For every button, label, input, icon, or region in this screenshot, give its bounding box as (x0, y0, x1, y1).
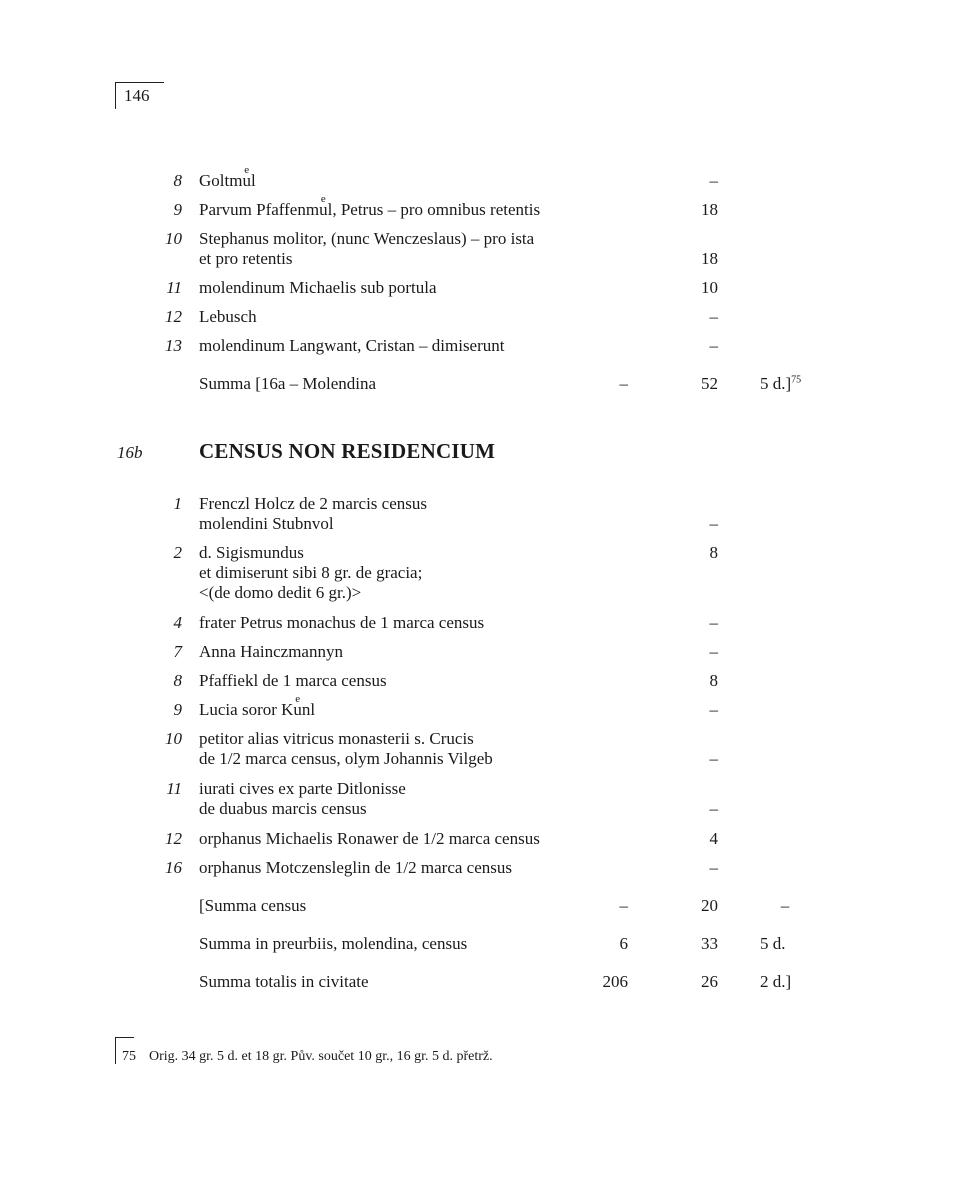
entry-text: Goltmu el (199, 171, 619, 191)
entry-amount-gr: – (709, 642, 718, 661)
entry-text: orphanus Motczensleglin de 1/2 marca census (199, 858, 512, 877)
entry-amount-gr: 18 (701, 200, 718, 219)
entry-text-line: molendini Stubnvol (199, 514, 334, 533)
entry-text-line: iurati cives ex parte Ditlonisse (199, 779, 406, 798)
entry-number: 2 (173, 543, 182, 562)
entry-text-line: de duabus marcis census (199, 799, 367, 818)
summa-amount-d: – (780, 896, 790, 915)
summa-amount-gr: 33 (701, 934, 718, 953)
summa-amount-gr: 52 (701, 374, 718, 393)
entry-number: 11 (166, 278, 182, 297)
entry-text-line: Stephanus molitor, (nunc Wenczeslaus) – pro ista (199, 229, 535, 248)
entry-amount-gr: – (709, 336, 718, 355)
entry-text: molendinum Michaelis sub portula (199, 278, 437, 297)
summa-amount-sexag: 6 (619, 934, 628, 953)
entry-number: 12 (165, 307, 182, 326)
entry-amount-gr: – (709, 514, 718, 533)
entry-number: 13 (165, 336, 182, 355)
entry-amount-gr: – (709, 307, 718, 326)
summa-amount-d: 5 d. (760, 934, 786, 953)
entry-number: 10 (165, 229, 182, 248)
section-title: CENSUS NON RESIDENCIUM (199, 439, 496, 463)
summa-amount-d: 2 d.] (760, 972, 792, 991)
entry-text-line: d. Sigismundus (199, 543, 304, 562)
entry-text: Lucia soror Ku enl (199, 700, 619, 720)
entry-number: 1 (173, 494, 182, 513)
summa-amount-gr: 26 (701, 972, 718, 991)
summa-amount-sexag: – (619, 896, 628, 915)
footnote-ref: 75 (791, 374, 802, 386)
summa-amount-d: 5 d.]$^{75}$ (760, 374, 802, 393)
entry-number: 9 (173, 700, 182, 719)
entry-text: frater Petrus monachus de 1 marca census (199, 613, 485, 632)
summa-label: Summa totalis in civitate (199, 972, 369, 991)
entry-number: 11 (166, 779, 182, 798)
entry-amount-gr: – (709, 171, 718, 190)
entry-amount-gr: – (709, 749, 718, 768)
entry-amount-gr: 8 (709, 671, 718, 690)
entry-text: orphanus Michaelis Ronawer de 1/2 marca census (199, 829, 540, 848)
summa-amount-sexag: – (619, 374, 628, 393)
entry-text: Lebusch (199, 307, 257, 326)
entry-text-line: et dimiserunt sibi 8 gr. de gracia; (199, 563, 423, 582)
entry-amount-gr: 18 (701, 249, 718, 268)
entry-number: 8 (173, 671, 182, 690)
summa-amount-gr: 20 (701, 896, 718, 915)
entry-text-line: Frenczl Holcz de 2 marcis census (199, 494, 427, 513)
entry-text: Pfaffiekl de 1 marca census (199, 671, 387, 690)
footnote-number: 75 (122, 1049, 136, 1064)
entry-amount-gr: 10 (701, 278, 718, 297)
summa-label: Summa [16a – Molendina (199, 374, 377, 393)
page-number: 146 (115, 82, 164, 109)
entry-amount-gr: – (709, 858, 718, 877)
entry-text-line: <(de domo dedit 6 gr.)> (199, 583, 362, 602)
entry-text-line: de 1/2 marca census, olym Johannis Vilgeb (199, 749, 493, 768)
entry-number: 4 (173, 613, 182, 632)
entry-text: Anna Hainczmannyn (199, 642, 343, 661)
entry-amount-gr: 8 (709, 543, 718, 562)
summa-amount-sexag: 206 (602, 972, 628, 991)
entry-text: Parvum Pfaffenmu el, Petrus – pro omnibus retentis (199, 200, 619, 220)
summa-label: [Summa census (199, 896, 307, 915)
footnote (122, 1048, 493, 1066)
entry-amount-gr: – (709, 799, 718, 818)
entry-text-line: et pro retentis (199, 249, 293, 268)
summa-label: Summa in preurbiis, molendina, census (199, 934, 468, 953)
entry-number: 9 (173, 200, 182, 219)
section-number: 16b (117, 443, 143, 462)
entry-amount-gr: – (709, 613, 718, 632)
entry-amount-gr: – (709, 700, 718, 719)
entry-amount-gr: 4 (709, 829, 718, 848)
entry-number: 8 (173, 171, 182, 190)
entry-number: 10 (165, 729, 182, 748)
entry-number: 16 (165, 858, 182, 877)
entry-number: 7 (173, 642, 182, 661)
entry-number: 12 (165, 829, 182, 848)
entry-text: molendinum Langwant, Cristan – dimiserunt (199, 336, 505, 355)
entry-text-line: petitor alias vitricus monasterii s. Crucis (199, 729, 474, 748)
footnote-text: Orig. 34 gr. 5 d. et 18 gr. Pův. součet 10 gr., 16 gr. 5 d. přetrž. (149, 1049, 493, 1064)
